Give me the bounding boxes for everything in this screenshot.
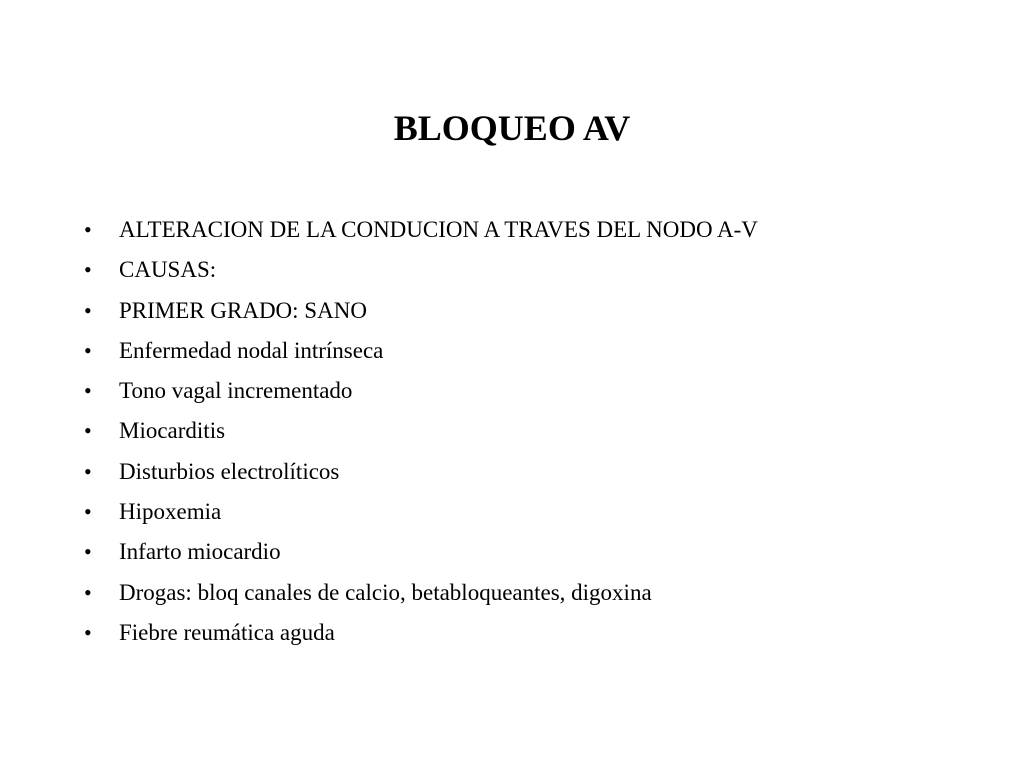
bullet-icon: • — [84, 337, 92, 363]
bullet-text: PRIMER GRADO: SANO — [119, 297, 367, 323]
bullet-text: Enfermedad nodal intrínseca — [119, 337, 384, 363]
bullet-icon: • — [84, 378, 92, 404]
bullet-text: Drogas: bloq canales de calcio, betabloqueantes, digoxina — [119, 579, 652, 605]
bullet-icon: • — [84, 458, 92, 484]
bullet-icon: • — [84, 619, 92, 645]
bullet-icon: • — [84, 257, 92, 283]
bullet-text: CAUSAS: — [119, 257, 217, 283]
bullet-icon: • — [84, 539, 92, 565]
bullet-item — [84, 492, 758, 532]
bullet-text: Infarto miocardio — [119, 539, 281, 565]
bullet-icon: • — [84, 418, 92, 444]
bullet-item — [84, 411, 758, 451]
slide-title: BLOQUEO AV — [393, 108, 631, 148]
bullet-icon: • — [84, 217, 92, 242]
bullet-list — [84, 210, 758, 653]
bullet-icon: • — [84, 499, 92, 525]
bullet-item — [84, 210, 758, 250]
bullet-text: ALTERACION DE LA CONDUCION A TRAVES DEL NODO A-V — [119, 217, 758, 242]
bullet-text: Hipoxemia — [119, 499, 222, 525]
bullet-icon: • — [84, 297, 92, 323]
bullet-text: Miocarditis — [119, 418, 226, 444]
bullet-item — [84, 250, 758, 290]
bullet-item — [84, 532, 758, 572]
bullet-item — [84, 573, 758, 613]
bullet-text: Fiebre reumática aguda — [119, 619, 335, 645]
bullet-text: Disturbios electrolíticos — [119, 458, 340, 484]
bullet-item — [84, 371, 758, 411]
bullet-item — [84, 331, 758, 371]
bullet-text: Tono vagal incrementado — [119, 378, 353, 404]
bullet-item — [84, 613, 758, 653]
bullet-item — [84, 291, 758, 331]
bullet-icon: • — [84, 579, 92, 605]
bullet-item — [84, 452, 758, 492]
